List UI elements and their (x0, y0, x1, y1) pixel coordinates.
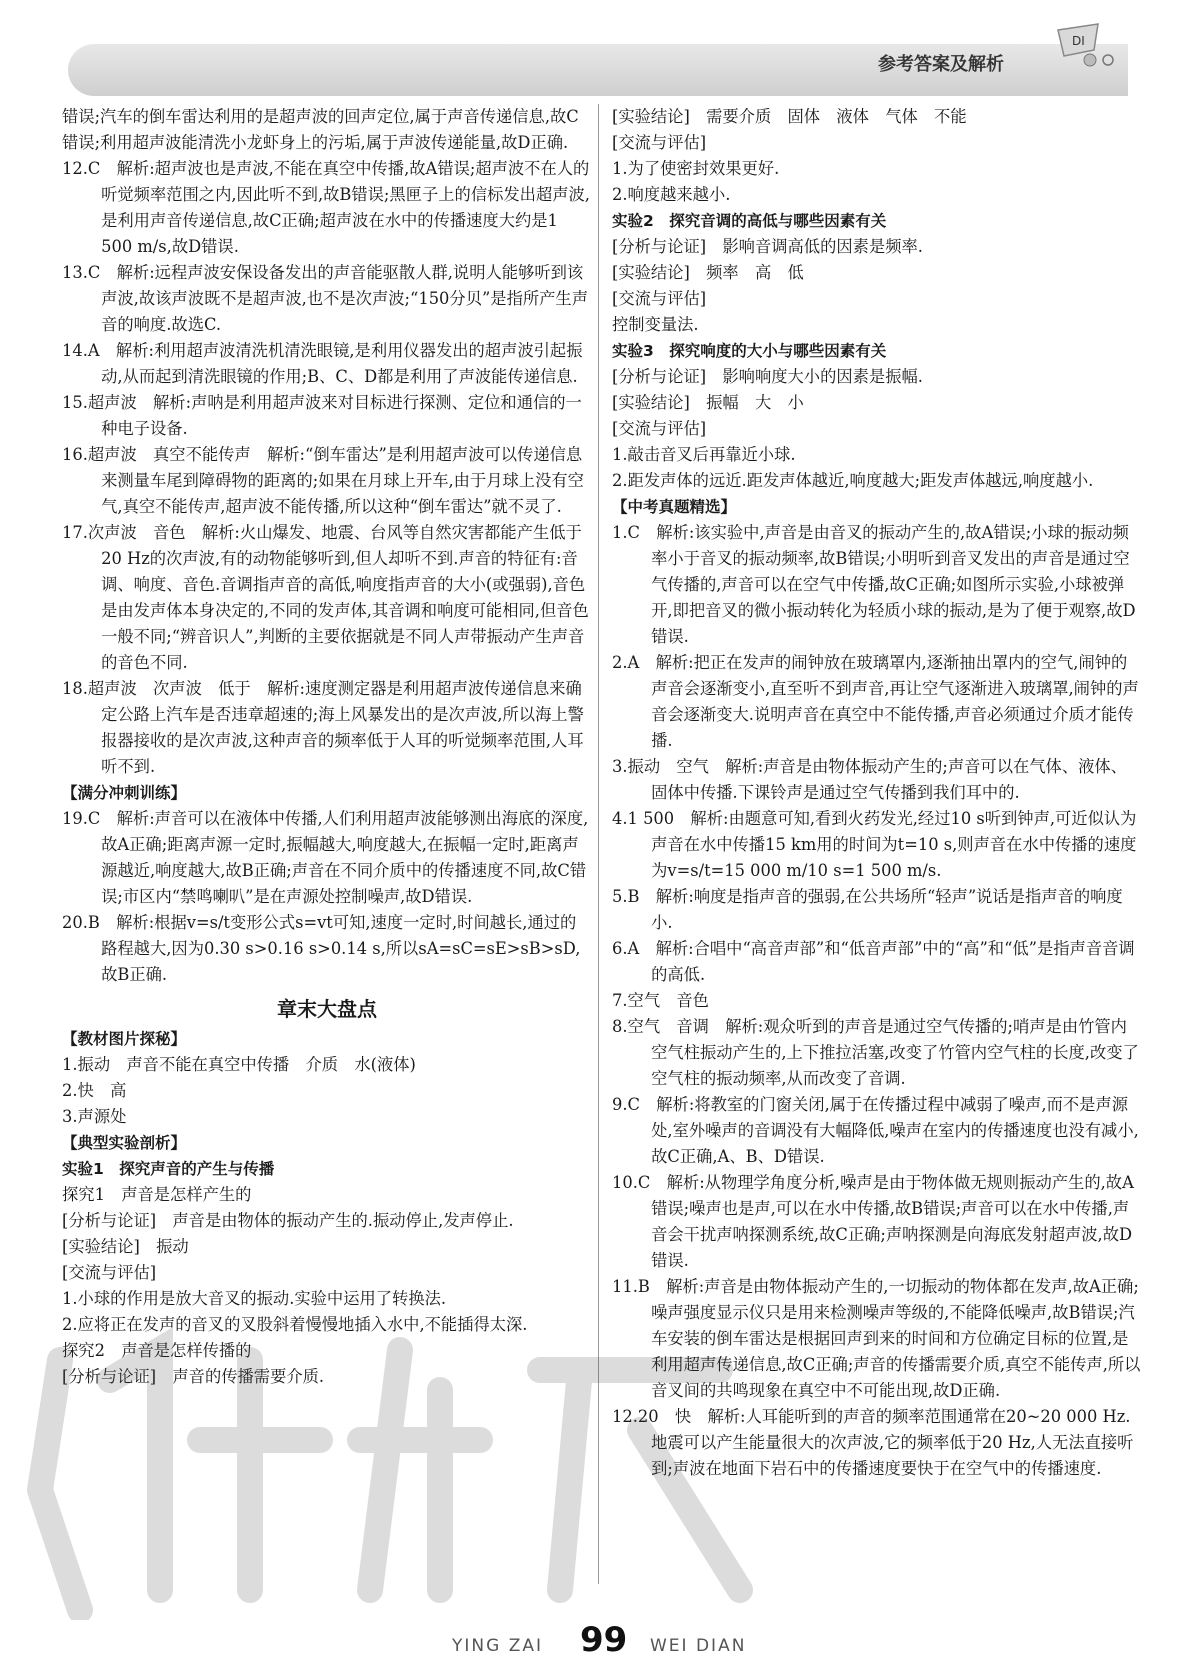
left-paragraph: 【典型实验剖析】 (62, 1134, 187, 1152)
right-paragraph: [交流与评估] (612, 133, 707, 152)
right-paragraph: 5.B 解析:响度是指声音的强弱,在公共场所“轻声”说话是指声音的响度小. (612, 887, 1123, 932)
right-paragraph: [分析与论证] 影响音调高低的因素是频率. (612, 237, 923, 256)
left-paragraph: [分析与论证] 声音的传播需要介质. (62, 1367, 325, 1386)
left-paragraph: 2.快 高 (62, 1081, 127, 1100)
right-paragraph: 10.C 解析:从物理学角度分析,噪声是由于物体做无规则振动产生的,故A错误;噪声也是声,可以在水中传播,故B错误;声音可以在水中传播,声音会干扰声呐探测系统,故C正确;声呐探测是向海底发射超声波,故D错误. (612, 1173, 1134, 1270)
left-paragraph: 2.应将正在发声的音叉的叉股斜着慢慢地插入水中,不能插得太深. (62, 1315, 528, 1334)
left-paragraph: 17.次声波 音色 解析:火山爆发、地震、台风等自然灾害都能产生低于20 Hz的次声波,有的动物能够听到,但人却听不到.声音的特征有:音调、响度、音色.音调指声音的高低,响度指声音的大小(或强弱),音色是由发声体本身决定的,不同的发声体,其音调和响度可能相同,但音色一般不同;“辨音识人”,判断的主要依据就是不同人声带振动产生声音的音色不同. (62, 523, 589, 672)
right-paragraph: 2.响度越来越小. (612, 185, 731, 204)
right-paragraph: [实验结论] 频率 高 低 (612, 263, 804, 282)
right-paragraph: [分析与论证] 影响响度大小的因素是振幅. (612, 367, 923, 386)
left-paragraph: 15.超声波 解析:声呐是利用超声波来对目标进行探测、定位和通信的一种电子设备. (62, 393, 582, 438)
header-title: 参考答案及解析 (878, 54, 1004, 75)
right-paragraph: 实验3 探究响度的大小与哪些因素有关 (612, 342, 887, 360)
left-column (62, 104, 592, 1390)
left-paragraph: 探究1 声音是怎样产生的 (62, 1185, 252, 1204)
right-column (612, 104, 1142, 1482)
left-paragraph: 20.B 解析:根据v=s/t变形公式s=vt可知,速度一定时,时间越长,通过的路程越大,因为0.30 s>0.16 s>0.14 s,所以sA=sC=sE>sB>sD,故B正确. (62, 913, 581, 984)
right-paragraph: [交流与评估] (612, 289, 707, 308)
left-paragraph: 19.C 解析:声音可以在液体中传播,人们利用超声波能够测出海底的深度,故A正确;距离声源一定时,振幅越大,响度越大,在振幅一定时,距离声源越近,响度越大,故B正确;声音在不同介质中的传播速度不同,故C错误;市区内“禁鸣喇叭”是在声源处控制噪声,故D错误. (62, 809, 589, 906)
left-paragraph: 实验1 探究声音的产生与传播 (62, 1160, 275, 1178)
right-paragraph: 7.空气 音色 (612, 991, 709, 1010)
right-paragraph: 9.C 解析:将教室的门窗关闭,属于在传播过程中减弱了噪声,而不是声源处,室外噪声的音调没有大幅降低,噪声在室内的传播速度也没有减小,故C正确,A、B、D错误. (612, 1095, 1139, 1166)
left-paragraph: [交流与评估] (62, 1263, 157, 1282)
left-paragraph: 16.超声波 真空不能传声 解析:“倒车雷达”是利用超声波可以传递信息来测量车尾到障碍物的距离的;如果在月球上开车,由于月球上没有空气,真空不能传声,超声波不能传播,所以这种“倒车雷达”就不灵了. (62, 445, 584, 516)
left-paragraph: 3.声源处 (62, 1107, 127, 1126)
left-paragraph: 12.C 解析:超声波也是声波,不能在真空中传播,故A错误;超声波不在人的听觉频率范围之内,因此听不到,故B错误;黑匣子上的信标发出超声波,是利用声音传递信息,故C正确;超声波在水中的传播速度大约是1 500 m/s,故D错误. (62, 159, 590, 256)
right-paragraph: 1.敲击音叉后再靠近小球. (612, 445, 796, 464)
right-paragraph: 4.1 500 解析:由题意可知,看到火药发光,经过10 s听到钟声,可近似认为声音在水中传播15 km用的时间为t=10 s,则声音在水中传播的速度为v=s/t=15 000 m/10 s=1 500 m/s. (612, 809, 1137, 880)
right-paragraph: 8.空气 音调 解析:观众听到的声音是通过空气传播的;哨声是由竹管内空气柱振动产生的,上下推拉活塞,改变了竹管内空气柱的长度,改变了空气柱的振动频率,从而改变了音调. (612, 1017, 1139, 1088)
left-paragraph: 【教材图片探秘】 (62, 1030, 187, 1048)
footer-right-text: WEI DIAN (650, 1636, 747, 1656)
page-number: 99 (580, 1620, 628, 1660)
column-divider (598, 104, 599, 1584)
right-paragraph: 1.为了使密封效果更好. (612, 159, 780, 178)
left-paragraph: 探究2 声音是怎样传播的 (62, 1341, 252, 1360)
right-paragraph: [实验结论] 振幅 大 小 (612, 393, 804, 412)
left-paragraph: 章末大盘点 (277, 997, 377, 1021)
left-paragraph: 错误;汽车的倒车雷达利用的是超声波的回声定位,属于声音传递信息,故C错误;利用超声波能清洗小龙虾身上的污垢,属于声波传递能量,故D正确. (62, 107, 579, 152)
right-paragraph: [实验结论] 需要介质 固体 液体 气体 不能 (612, 107, 967, 126)
left-paragraph: 1.小球的作用是放大音叉的振动.实验中运用了转换法. (62, 1289, 447, 1308)
left-paragraph: 【满分冲刺训练】 (62, 784, 187, 802)
right-paragraph: 3.振动 空气 解析:声音是由物体振动产生的;声音可以在气体、液体、固体中传播.下课铃声是通过空气传播到我们耳中的. (612, 757, 1127, 802)
footer-left-text: YING ZAI (452, 1636, 543, 1656)
header-badge-text: DI (1072, 34, 1085, 48)
right-paragraph: 控制变量法. (612, 315, 699, 334)
left-paragraph: 18.超声波 次声波 低于 解析:速度测定器是利用超声波传递信息来确定公路上汽车是否违章超速的;海上风暴发出的是次声波,所以海上警报器接收的是次声波,这种声音的频率低于人耳的听觉频率范围,人耳听不到. (62, 679, 584, 776)
header-badge-icon (1050, 20, 1120, 68)
left-paragraph: [实验结论] 振动 (62, 1237, 189, 1256)
right-paragraph: 12.20 快 解析:人耳能听到的声音的频率范围通常在20~20 000 Hz.地震可以产生能量很大的次声波,它的频率低于20 Hz,人无法直接听到;声波在地面下岩石中的传播速度要快于在空气中的传播速度. (612, 1407, 1134, 1478)
right-paragraph: 2.距发声体的远近.距发声体越近,响度越大;距发声体越远,响度越小. (612, 471, 1094, 490)
left-paragraph: [分析与论证] 声音是由物体的振动产生的.振动停止,发声停止. (62, 1211, 514, 1230)
right-paragraph: 11.B 解析:声音是由物体振动产生的,一切振动的物体都在发声,故A正确;噪声强度显示仪只是用来检测噪声等级的,不能降低噪声,故B错误;汽车安装的倒车雷达是根据回声到来的时间和方位确定目标的位置,是利用超声传递信息,故C正确;声音的传播需要介质,真空不能传声,所以音叉间的共鸣现象在真空中不可能出现,故D正确. (612, 1277, 1141, 1400)
right-paragraph: [交流与评估] (612, 419, 707, 438)
left-paragraph: 14.A 解析:利用超声波清洗机清洗眼镜,是利用仪器发出的超声波引起振动,从而起到清洗眼镜的作用;B、C、D都是利用了声波能传递信息. (62, 341, 583, 386)
right-paragraph: 【中考真题精选】 (612, 498, 737, 516)
left-paragraph: 1.振动 声音不能在真空中传播 介质 水(液体) (62, 1055, 416, 1074)
right-paragraph: 1.C 解析:该实验中,声音是由音叉的振动产生的,故A错误;小球的振动频率小于音叉的振动频率,故B错误;小明听到音叉发出的声音是通过空气传播的,声音可以在空气中传播,故C正确;如图所示实验,小球被弹开,即把音叉的微小振动转化为轻质小球的振动,是为了便于观察,故D错误. (612, 523, 1136, 646)
left-paragraph: 13.C 解析:远程声波安保设备发出的声音能驱散人群,说明人能够听到该声波,故该声波既不是超声波,也不是次声波;“150分贝”是指所产生声音的响度.故选C. (62, 263, 588, 334)
right-paragraph: 6.A 解析:合唱中“高音声部”和“低音声部”中的“高”和“低”是指声音音调的高低. (612, 939, 1135, 984)
right-paragraph: 2.A 解析:把正在发声的闹钟放在玻璃罩内,逐渐抽出罩内的空气,闹钟的声音会逐渐变小,直至听不到声音,再让空气逐渐进入玻璃罩,闹钟的声音会逐渐变大.说明声音在真空中不能传播,声音必须通过介质才能传播. (612, 653, 1139, 750)
right-paragraph: 实验2 探究音调的高低与哪些因素有关 (612, 212, 887, 230)
